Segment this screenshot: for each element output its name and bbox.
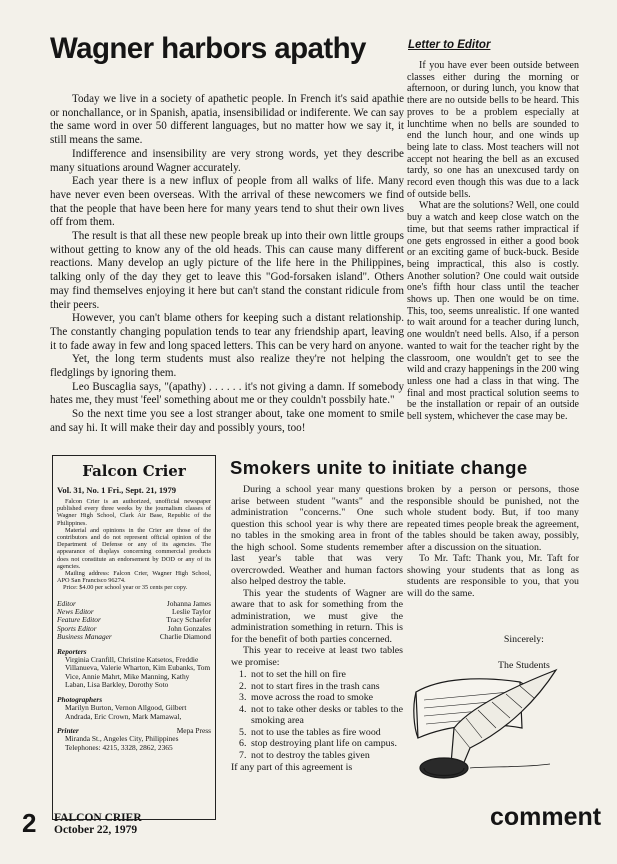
smokers-column-2 — [407, 484, 579, 599]
list-item — [231, 704, 403, 727]
letter-title: Letter to Editor — [408, 39, 491, 51]
smokers-paragraph: To Mr. Taft: Thank you, Mr. Taft for showing your students that as long as students are responsible to you, that you will do the same. — [407, 553, 579, 599]
editorial-paragraph: Today we live in a society of apathetic people. In French it's said apathie or nonchallance, or in Spanish, apatia, insensibilidad or indiferente. We can say the same word in over 50 different languages, but no matter how we say it, it still means the same. — [50, 93, 404, 147]
editorial-paragraph: Yet, the long term students must also realize they're not helping the fledglings by ignoring them. — [50, 353, 404, 380]
promise-number: 3. — [239, 692, 247, 703]
promise-number: 5. — [239, 726, 247, 738]
staff-role: News Editor — [57, 607, 94, 617]
masthead-disclaimer: Material and opinions in the Crier are those of the contributors and do not represent official opinion of the Department of Defense or any of its agencies. The appearance of displays concerning commercial products does not constitute an endorsement by DOD or any of its agencies. — [57, 526, 211, 570]
staff-role: Editor — [57, 598, 76, 608]
letter-body — [407, 60, 579, 423]
promise-text: not to set the hill on fire — [251, 669, 346, 680]
footer-publication — [54, 812, 142, 836]
promise-text: not to start fires in the trash cans — [251, 680, 380, 692]
staff-name: Charlie Diamond — [159, 632, 211, 642]
staff-role: Sports Editor — [57, 623, 97, 633]
signoff-text: Sincerely: — [503, 634, 544, 645]
promise-text: not to destroy the tables given — [251, 749, 370, 761]
list-item — [231, 681, 403, 693]
editorial-headline: Wagner harbors apathy — [50, 32, 366, 65]
letter-paragraph: If you have ever been outside between classes either during the morning or afternoon, or during lunch, you know that there are no outside bells to be heard. This proves to be a problem especially at lunchtime when no bells are sounded to end the lunch hour, and one winds up being late to class. Most teachers will not accept not hearing the bell as an excused tardy, so one has an unexcused tardy on record even though this was due to a lack of outside bells. — [407, 60, 579, 200]
staff-row — [57, 633, 211, 641]
publication-date: October 22, 1979 — [54, 824, 138, 836]
smokers-column-1 — [231, 484, 403, 774]
staff-name: Johanna James — [166, 598, 211, 608]
smokers-paragraph: This year the students of Wagner are aware that to ask for something from the administration, we must give the administration something in return. This is for the benefit of both parties concerned. — [231, 587, 403, 645]
staff-role: Feature Editor — [57, 615, 101, 625]
photographers-names: Marilyn Burton, Vernon Allgood, Gilbert Andrada, Eric Crown, Mark Mamawal, — [65, 703, 187, 721]
list-item — [231, 738, 403, 750]
promises-list — [231, 669, 403, 761]
editorial-body — [50, 93, 404, 436]
list-item — [231, 727, 403, 739]
masthead-staff — [57, 600, 211, 642]
promise-number: 4. — [239, 703, 247, 715]
printer-phones: Telephones: 4215, 3328, 2862, 2365 — [65, 742, 173, 752]
smokers-paragraph: This year to receive at least two tables we promise: — [231, 645, 403, 668]
smokers-paragraph: broken by a person or persons, those responsible should be punished, not the whole student body. But, if too many repeated times people break the agreement, the tables should be taken away, possibly, after a discussion on the situation. — [407, 484, 579, 553]
editorial-paragraph: However, you can't blame others for keeping such a distant relationship. The constantly changing population tends to tear any friendship apart, leaving it to fade away in few and long spaced letters. This can be very hard on anyone. — [50, 312, 404, 352]
reporters-label: Reporters — [57, 646, 87, 656]
editorial-paragraph: The result is that all these new people break up into their own little groups without getting to know any of the old heads. This can cause many different reactions. Many develop an ugly picture of the life here in the Philippines, talking only of the day they get to leave this "God-forsaken island". Others may find themselves enjoying it here but can't stand the constant ridicule from their peers. — [50, 230, 404, 311]
masthead-price: Price: $4.00 per school year or 35 cents per copy. — [63, 584, 188, 592]
promise-number: 1. — [239, 669, 247, 680]
masthead-logo: Falcon Crier — [82, 462, 186, 480]
printer-label: Printer — [57, 725, 79, 735]
masthead-about: Falcon Crier is an authorized, unofficial newspaper published every three weeks by the journalism classes of Wagner High School, Clark Air Base, Republic of the Philippines. — [57, 498, 211, 527]
printer-name: Mepa Press — [176, 725, 211, 735]
promise-text: not to use the tables as fire wood — [251, 726, 381, 738]
page-number: 2 — [22, 808, 37, 838]
staff-name: Leslie Taylor — [172, 607, 211, 617]
printer-address: Miranda St., Angeles City, Philippines — [65, 734, 179, 744]
masthead-reporters — [57, 648, 211, 690]
masthead-mailing: Mailing address: Falcon Crier, Wagner High School, APO San Francisco 96274. — [57, 570, 211, 585]
editorial-paragraph: So the next time you see a lost stranger about, take one moment to smile and say hi. It will make their day and possibly yours, too! — [50, 408, 404, 434]
promise-text: stop destroying plant life on campus. — [251, 738, 397, 749]
photographers-label: Photographers — [57, 694, 103, 704]
editorial-paragraph: Indifference and insensibility are very strong words, yet they describe many situations around Wagner accurately. — [50, 147, 404, 174]
staff-name: Tracy Schaefer — [166, 615, 211, 625]
editorial-paragraph: Leo Buscaglia says, "(apathy) . . . . . . it's not giving a damn. If somebody hates me, they must 'feel' something about me or they couldn't possbily hate." — [50, 380, 404, 407]
masthead-printer — [57, 727, 211, 752]
promise-text: not to take other desks or tables to the smoking area — [251, 703, 403, 726]
reporters-names: Virginia Cranfill, Christine Katsetos, Freddie Villanueva, Valerie Wharton, Kim Eubanks, Tom Vice, Annie Mahrt, Mike Manning, Kathy Laban, Lisa Barkley, Dorothy Soto — [65, 655, 211, 690]
publication-name: FALCON CRIER — [54, 812, 142, 824]
smokers-paragraph: During a school year many questions arise between student "wants" and the administration "concerns." One such question this school year is why there are no tables in the smoking area in front of the high school. Some students remember last year's table that was very overcrowded. Weather and human factors also helped destroy the table. — [231, 484, 403, 587]
promise-number: 6. — [239, 738, 247, 749]
list-item — [231, 669, 403, 681]
masthead-fineprint — [57, 498, 211, 592]
staff-name: John Gonzales — [167, 623, 211, 633]
promise-number: 7. — [239, 749, 247, 761]
masthead-volume: Vol. 31, No. 1 Fri., Sept. 21, 1979 — [57, 485, 177, 495]
list-item — [231, 750, 403, 762]
masthead-box — [52, 455, 216, 820]
quill-and-inkwell-illustration — [410, 668, 560, 784]
promise-number: 2. — [239, 680, 247, 692]
signature-text: The Students — [498, 659, 550, 671]
section-label: comment — [490, 803, 602, 831]
list-item — [231, 692, 403, 704]
smokers-continued: If any part of this agreement is — [231, 762, 353, 773]
staff-role: Business Manager — [57, 632, 112, 642]
editorial-paragraph: Each year there is a new influx of people from all walks of life. Many have never even been overseas. With the arrival of these newcomers we find that the people that have been here for many years tend to shut their own lives off from them. — [50, 175, 404, 229]
letter-paragraph: What are the solutions? Well, one could buy a watch and keep close watch on the time, but that seems rather impractical if one gets engrossed in either a good book or an exciting game of buck-buck. Beside being impractical, this also is costly. Another solution? One could wait outside one's fifth hour class until the teacher shows up. Then one would be on time. This, too, seems unrealistic. If one wanted to wait around for a teacher during lunch, one wouldn't need bells. Also, if a person wanted to wait for the teacher right by the classroom, one wouldn't get to see the wild and crazy happenings in the 200 wing unless one had a class in that wing. The final and most practical solution seems to be the installation or repair of an outside bell system, whichever the case may be. — [407, 200, 579, 423]
masthead-photographers — [57, 696, 211, 721]
promise-text: move across the road to smoke — [251, 692, 374, 703]
smokers-headline: Smokers unite to initiate change — [230, 457, 528, 478]
